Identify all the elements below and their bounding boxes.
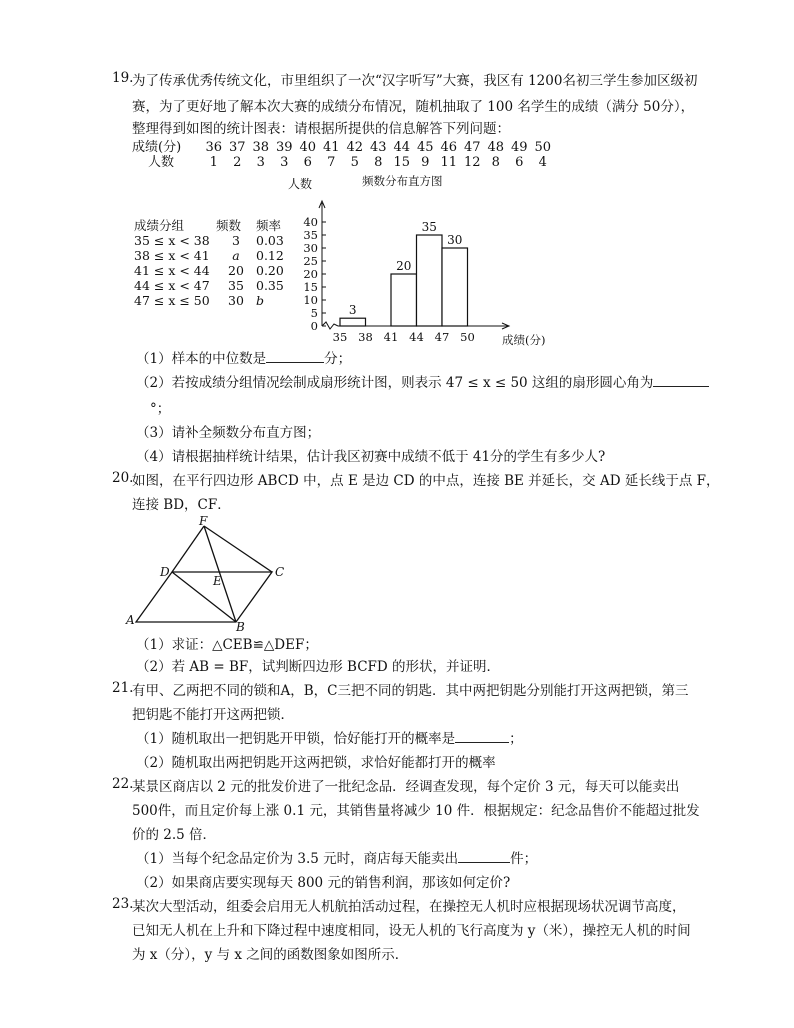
x-tick-label: 44 bbox=[409, 330, 424, 344]
count-cell: 4 bbox=[538, 155, 547, 170]
q23-line-1: 某次大型活动，组委会启用无人机航拍活动过程，在操控无人机时应根据现场状况调节高度， bbox=[132, 899, 686, 915]
count-cell: 7 bbox=[327, 155, 336, 170]
label-point-a: A bbox=[126, 613, 135, 627]
q22-number: 22. bbox=[112, 776, 134, 792]
angle-answer-blank[interactable] bbox=[653, 372, 709, 387]
score-cell: 47 bbox=[463, 140, 481, 155]
label-point-f: F bbox=[199, 514, 208, 528]
x-tick-label: 35 bbox=[332, 330, 348, 344]
group-rate: 0.03 bbox=[256, 233, 284, 248]
x-axis-label: 成绩(分) bbox=[502, 333, 546, 347]
group-table-row bbox=[134, 248, 296, 263]
score-count-table bbox=[132, 140, 555, 170]
score-cell: 48 bbox=[487, 140, 505, 155]
segment-fd bbox=[172, 526, 204, 572]
q19-sub-2-degree: °； bbox=[150, 401, 171, 417]
count-cell: 6 bbox=[515, 155, 524, 170]
label-point-c: C bbox=[275, 565, 285, 579]
group-rate: 0.35 bbox=[256, 278, 284, 293]
q19-sub-1-text: （1）样本的中位数是 bbox=[136, 351, 267, 367]
histogram-bar bbox=[442, 248, 468, 326]
group-table-row bbox=[134, 293, 296, 308]
group-range: 38 ≤ x < 41 bbox=[134, 248, 210, 263]
score-row-label: 成绩(分) bbox=[132, 140, 182, 155]
score-cell: 37 bbox=[228, 140, 246, 155]
q23-line-3: 为 x（分），y 与 x 之间的函数图象如图所示． bbox=[132, 947, 409, 963]
group-rate: 0.20 bbox=[256, 263, 284, 278]
probability-answer-blank[interactable] bbox=[455, 728, 509, 743]
bar-value-label: 35 bbox=[421, 220, 437, 234]
group-frequency: a bbox=[232, 248, 240, 263]
q19-sub-3: （3）请补全频数分布直方图； bbox=[136, 425, 321, 441]
score-row bbox=[132, 140, 555, 155]
y-tick-label: 20 bbox=[303, 267, 318, 281]
label-point-d: D bbox=[160, 565, 170, 579]
q19-sub-1 bbox=[136, 348, 351, 370]
q22-line-2: 500件，而且定价每上涨 0.1 元，其销售量将减少 10 件．根据规定：纪念品售价不能超过批发 bbox=[132, 803, 700, 819]
count-cell: 1 bbox=[209, 155, 218, 170]
parallelogram-figure bbox=[122, 514, 292, 632]
group-rate: 0.12 bbox=[256, 248, 284, 263]
q21-sub-1-text: （1）随机取出一把钥匙开甲锁，恰好能打开的概率是 bbox=[136, 731, 456, 747]
group-table-row bbox=[134, 233, 296, 248]
count-cell: 15 bbox=[393, 155, 411, 170]
bar-value-label: 20 bbox=[396, 259, 412, 273]
q23-line-2: 已知无人机在上升和下降过程中速度相同，设无人机的飞行高度为 y（米），操控无人机的时间 bbox=[132, 923, 691, 939]
group-range: 41 ≤ x < 44 bbox=[134, 263, 210, 278]
label-point-e: E bbox=[213, 574, 222, 588]
quantity-answer-blank[interactable] bbox=[458, 848, 510, 863]
group-range: 47 ≤ x ≤ 50 bbox=[134, 293, 210, 308]
q21-line-2: 把钥匙不能打开这两把锁． bbox=[132, 707, 294, 723]
q22-sub-1-unit: 件； bbox=[510, 851, 538, 867]
count-cell: 3 bbox=[256, 155, 265, 170]
bar-value-label: 30 bbox=[447, 233, 463, 247]
y-tick-label: 25 bbox=[303, 254, 318, 268]
y-tick-label: 5 bbox=[310, 306, 318, 320]
y-tick-label: 35 bbox=[303, 228, 318, 242]
count-cell: 5 bbox=[350, 155, 359, 170]
count-cell: 6 bbox=[303, 155, 312, 170]
count-cell: 11 bbox=[440, 155, 458, 170]
q19-number: 19. bbox=[112, 70, 134, 86]
group-frequency: 30 bbox=[228, 293, 244, 308]
score-cell: 40 bbox=[299, 140, 317, 155]
q21-number: 21. bbox=[112, 680, 134, 696]
group-range: 44 ≤ x < 47 bbox=[134, 278, 210, 293]
q19-intro-line-3: 整理得到如图的统计图表：请根据所提供的信息解答下列问题： bbox=[132, 121, 510, 137]
x-tick-label: 38 bbox=[358, 330, 373, 344]
score-cell: 46 bbox=[440, 140, 458, 155]
group-header-rate: 频率 bbox=[256, 218, 282, 233]
q23-number: 23. bbox=[112, 896, 134, 912]
q19-sub-4: （4）请根据抽样统计结果，估计我区初赛中成绩不低于 41分的学生有多少人? bbox=[136, 449, 606, 465]
score-cell: 42 bbox=[346, 140, 364, 155]
label-point-b: B bbox=[236, 620, 245, 632]
q20-sub-1: （1）求证：△CEB≌△DEF； bbox=[136, 637, 318, 653]
segment-db bbox=[172, 572, 236, 622]
q19-intro-line-1: 为了传承优秀传统文化，市里组织了一次“汉字听写”大赛，我区有 1200名初三学生参加区级初 bbox=[132, 73, 698, 89]
segment-fc bbox=[204, 526, 272, 572]
group-frequency: 3 bbox=[232, 233, 240, 248]
count-row-label: 人数 bbox=[148, 155, 175, 170]
count-cell: 3 bbox=[280, 155, 289, 170]
frequency-histogram bbox=[280, 172, 560, 350]
group-frequency-table bbox=[134, 218, 296, 308]
q22-sub-2: （2）如果商店要实现每天 800 元的销售利润，那该如何定价? bbox=[136, 875, 511, 891]
group-table-header bbox=[134, 218, 296, 233]
count-row bbox=[132, 155, 555, 170]
count-cell: 8 bbox=[491, 155, 500, 170]
group-header-frequency: 频数 bbox=[216, 218, 242, 233]
score-cell: 39 bbox=[275, 140, 293, 155]
group-table-row bbox=[134, 278, 296, 293]
median-answer-blank[interactable] bbox=[266, 348, 324, 363]
q22-sub-1-text: （1）当每个纪念品定价为 3.5 元时，商店每天能卖出 bbox=[136, 851, 459, 867]
y-axis-label: 人数 bbox=[288, 177, 313, 191]
q21-sub-1-end: ； bbox=[509, 731, 523, 747]
q22-sub-1 bbox=[136, 848, 537, 870]
score-cell: 50 bbox=[534, 140, 552, 155]
bar-value-label: 3 bbox=[348, 303, 357, 318]
chart-title: 频数分布直方图 bbox=[362, 174, 443, 188]
histogram-bar bbox=[340, 318, 366, 326]
y-tick-label: 40 bbox=[303, 215, 318, 229]
group-range: 35 ≤ x < 38 bbox=[134, 233, 210, 248]
y-tick-label: 0 bbox=[310, 319, 318, 333]
group-header-range: 成绩分组 bbox=[134, 218, 185, 233]
q20-number: 20. bbox=[112, 470, 134, 486]
score-cell: 49 bbox=[510, 140, 528, 155]
score-cell: 45 bbox=[416, 140, 434, 155]
q19-intro-line-2: 赛，为了更好地了解本次大赛的成绩分布情况，随机抽取了 100 名学生的成绩（满分 50分）， bbox=[132, 99, 695, 115]
q20-line-1: 如图，在平行四边形 ABCD 中，点 E 是边 CD 的中点，连接 BE 并延长，交 AD 延长线于点 F， bbox=[132, 473, 720, 489]
histogram-bar bbox=[391, 274, 417, 326]
score-cell: 44 bbox=[393, 140, 411, 155]
score-cell: 43 bbox=[369, 140, 387, 155]
q21-line-1: 有甲、乙两把不同的锁和A，B，C三把不同的钥匙．其中两把钥匙分别能打开这两把锁，第三 bbox=[132, 683, 689, 699]
q19-sub-2 bbox=[136, 372, 709, 394]
y-tick-label: 10 bbox=[303, 293, 318, 307]
q19-sub-1-unit: 分； bbox=[324, 351, 352, 367]
count-cell: 12 bbox=[463, 155, 481, 170]
y-tick-label: 30 bbox=[303, 241, 318, 255]
count-cell: 8 bbox=[374, 155, 383, 170]
q22-line-1: 某景区商店以 2 元的批发价进了一批纪念品．经调查发现，每个定价 3 元，每天可以能卖出 bbox=[132, 779, 680, 795]
x-tick-label: 41 bbox=[383, 330, 399, 344]
q22-line-3: 价的 2.5 倍． bbox=[132, 827, 217, 843]
histogram-bar bbox=[417, 235, 443, 326]
q19-sub-2-text: （2）若按成绩分组情况绘制成扇形统计图，则表示 47 ≤ x ≤ 50 这组的扇形圆心角为 bbox=[136, 375, 654, 391]
group-table-row bbox=[134, 263, 296, 278]
count-cell: 2 bbox=[233, 155, 242, 170]
q20-line-2: 连接 BD，CF． bbox=[132, 497, 231, 513]
x-tick-label: 50 bbox=[460, 330, 475, 344]
score-cell: 38 bbox=[252, 140, 270, 155]
group-frequency: 35 bbox=[228, 278, 244, 293]
score-cell: 36 bbox=[205, 140, 223, 155]
x-tick-label: 47 bbox=[434, 330, 450, 344]
q21-sub-2: （2）随机取出两把钥匙开这两把锁，求恰好能都打开的概率 bbox=[136, 755, 496, 771]
count-cell: 9 bbox=[421, 155, 430, 170]
y-tick-label: 15 bbox=[303, 280, 318, 294]
q21-sub-1 bbox=[136, 728, 523, 750]
group-frequency: 20 bbox=[228, 263, 244, 278]
group-rate: b bbox=[256, 293, 265, 308]
q20-sub-2: （2）若 AB = BF，试判断四边形 BCFD 的形状，并证明． bbox=[136, 659, 501, 675]
score-cell: 41 bbox=[322, 140, 340, 155]
